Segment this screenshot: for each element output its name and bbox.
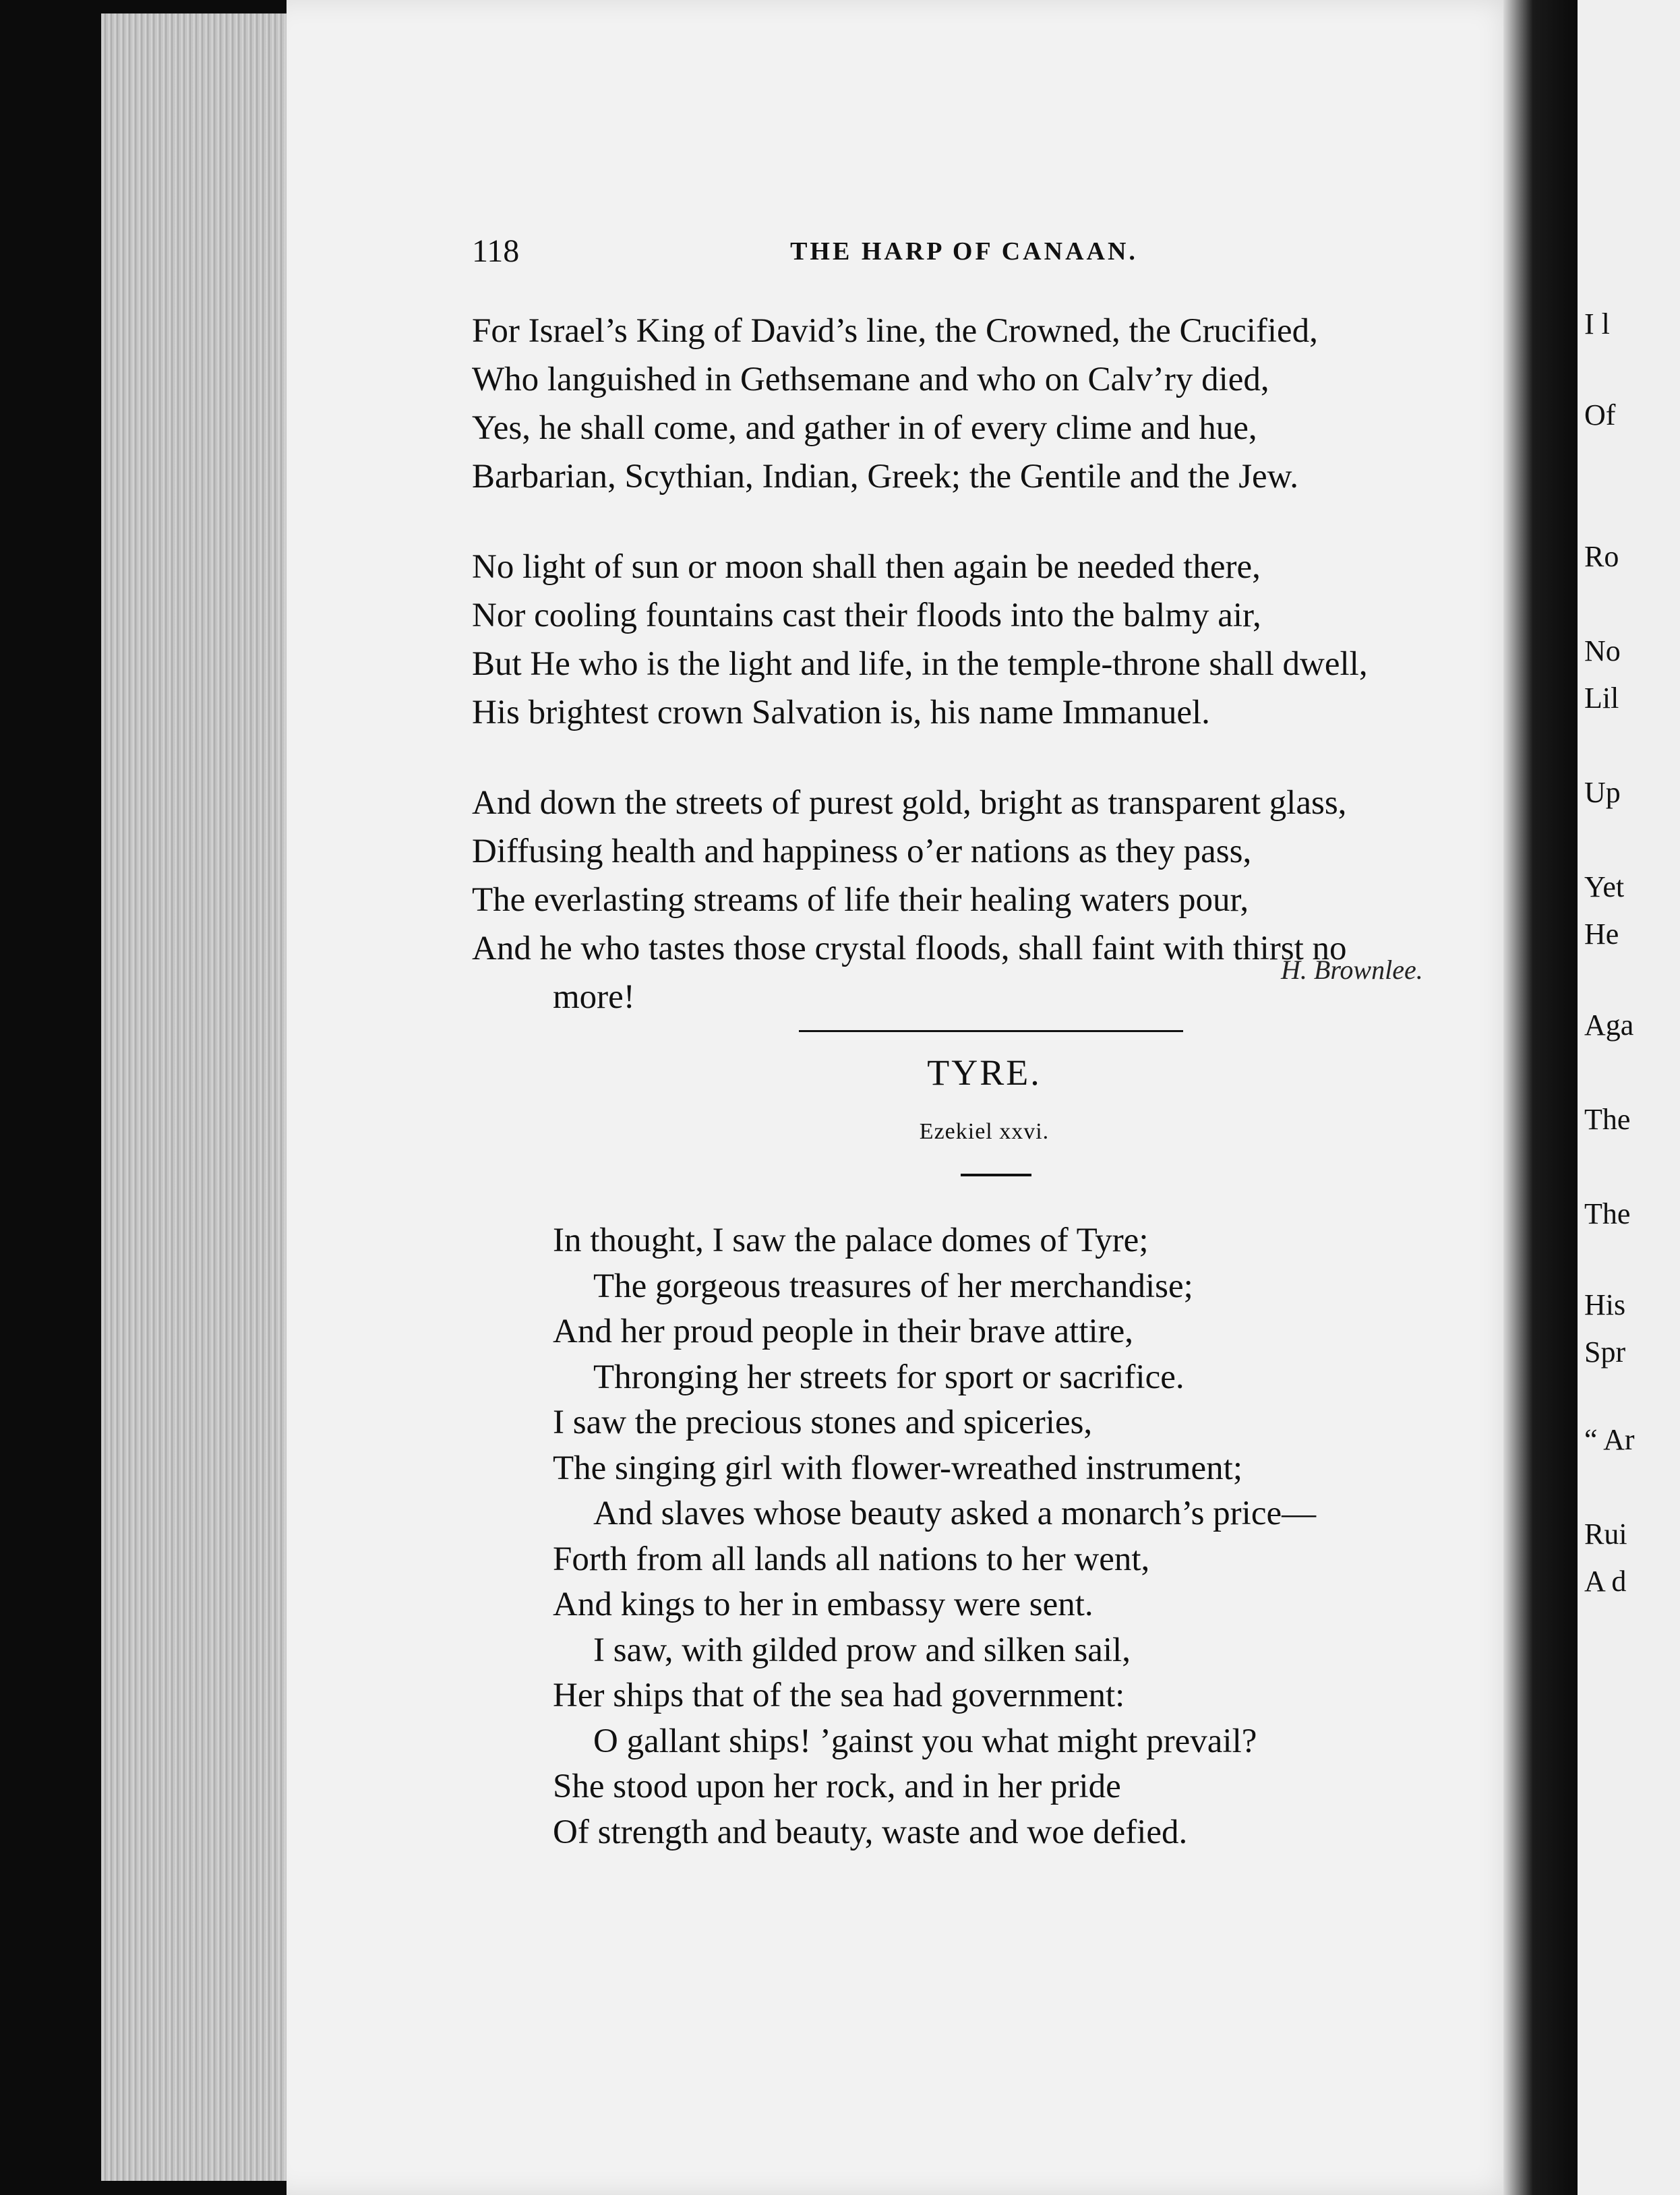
verse-line: I saw the precious stones and spiceries, bbox=[553, 1404, 1093, 1441]
section-divider bbox=[799, 1030, 1183, 1032]
verse-line: Her ships that of the sea had government: bbox=[553, 1677, 1125, 1714]
facing-fragment: The bbox=[1584, 1197, 1631, 1230]
stanza bbox=[472, 543, 1497, 737]
verse-line: Barbarian, Scythian, Indian, Greek; the Gentile and the Jew. bbox=[472, 458, 1298, 495]
page-number: 118 bbox=[472, 233, 520, 269]
verse-line: But He who is the light and life, in the temple-throne shall dwell, bbox=[472, 645, 1368, 683]
facing-fragment: Aga bbox=[1584, 1009, 1634, 1042]
verse-line: Of strength and beauty, waste and woe defied. bbox=[553, 1813, 1188, 1851]
facing-fragment: His bbox=[1584, 1288, 1626, 1321]
page-header-title: THE HARP OF CANAAN. bbox=[790, 237, 1138, 266]
verse-line: Nor cooling fountains cast their floods into the balmy air, bbox=[472, 597, 1261, 634]
verse-line: For Israel’s King of David’s line, the Crowned, the Crucified, bbox=[472, 312, 1318, 350]
verse-line: And kings to her in embassy were sent. bbox=[553, 1586, 1093, 1623]
stanza bbox=[472, 307, 1497, 501]
verse-line: She stood upon her rock, and in her pride bbox=[553, 1768, 1121, 1805]
verse-line: And slaves whose beauty asked a monarch’s price— bbox=[593, 1495, 1317, 1532]
facing-page bbox=[1578, 0, 1680, 2195]
verse-line: The everlasting streams of life their healing waters pour, bbox=[472, 881, 1249, 919]
poem-subtitle: Ezekiel xxvi. bbox=[919, 1119, 1050, 1144]
verse-line: And down the streets of purest gold, bright as transparent glass, bbox=[472, 784, 1347, 822]
poem-body bbox=[553, 1218, 1497, 1855]
verse-line: Who languished in Gethsemane and who on Calv’ry died, bbox=[472, 361, 1269, 398]
poem-title: TYRE. bbox=[927, 1052, 1042, 1093]
facing-fragment: Ro bbox=[1584, 540, 1619, 573]
verse-line: In thought, I saw the palace domes of Tyre; bbox=[553, 1222, 1149, 1259]
facing-fragment: A d bbox=[1584, 1565, 1627, 1598]
book-gutter bbox=[1503, 0, 1578, 2195]
verse-line: No light of sun or moon shall then again be needed there, bbox=[472, 548, 1261, 586]
verse-line: Forth from all lands all nations to her went, bbox=[553, 1540, 1150, 1578]
facing-fragment: Of bbox=[1584, 398, 1616, 431]
author-attribution: H. Brownlee. bbox=[1281, 955, 1423, 985]
verse-line: And he who tastes those crystal floods, shall faint with thirst no bbox=[472, 930, 1347, 967]
facing-fragment: Yet bbox=[1584, 870, 1625, 903]
facing-fragment: “ Ar bbox=[1584, 1423, 1635, 1456]
facing-fragment: The bbox=[1584, 1103, 1631, 1136]
verse-line: O gallant ships! ’gainst you what might prevail? bbox=[593, 1722, 1257, 1760]
facing-fragment: I l bbox=[1584, 307, 1610, 340]
verse-line-overflow: more! bbox=[553, 978, 635, 1016]
previous-poem-ending bbox=[472, 307, 1497, 1063]
verse-line: I saw, with gilded prow and silken sail, bbox=[593, 1631, 1131, 1669]
verse-line: Yes, he shall come, and gather in of every clime and hue, bbox=[472, 409, 1257, 447]
verse-line: Thronging her streets for sport or sacrifice. bbox=[593, 1358, 1184, 1396]
facing-fragment: Spr bbox=[1584, 1335, 1626, 1369]
page-edges bbox=[101, 13, 290, 2181]
verse-line: And her proud people in their brave attire, bbox=[553, 1313, 1134, 1350]
facing-fragment: Rui bbox=[1584, 1517, 1627, 1551]
facing-fragment: Lil bbox=[1584, 682, 1619, 715]
facing-fragment: No bbox=[1584, 634, 1621, 667]
verse-line: His brightest crown Salvation is, his name Immanuel. bbox=[472, 694, 1210, 731]
verse-line: Diffusing health and happiness o’er nations as they pass, bbox=[472, 833, 1252, 870]
verse-line: The gorgeous treasures of her merchandise; bbox=[593, 1267, 1193, 1305]
facing-fragment: He bbox=[1584, 918, 1619, 951]
facing-fragment: Up bbox=[1584, 776, 1621, 809]
title-rule bbox=[961, 1174, 1031, 1176]
verse-line: The singing girl with flower-wreathed instrument; bbox=[553, 1449, 1242, 1487]
running-head bbox=[472, 233, 1456, 280]
